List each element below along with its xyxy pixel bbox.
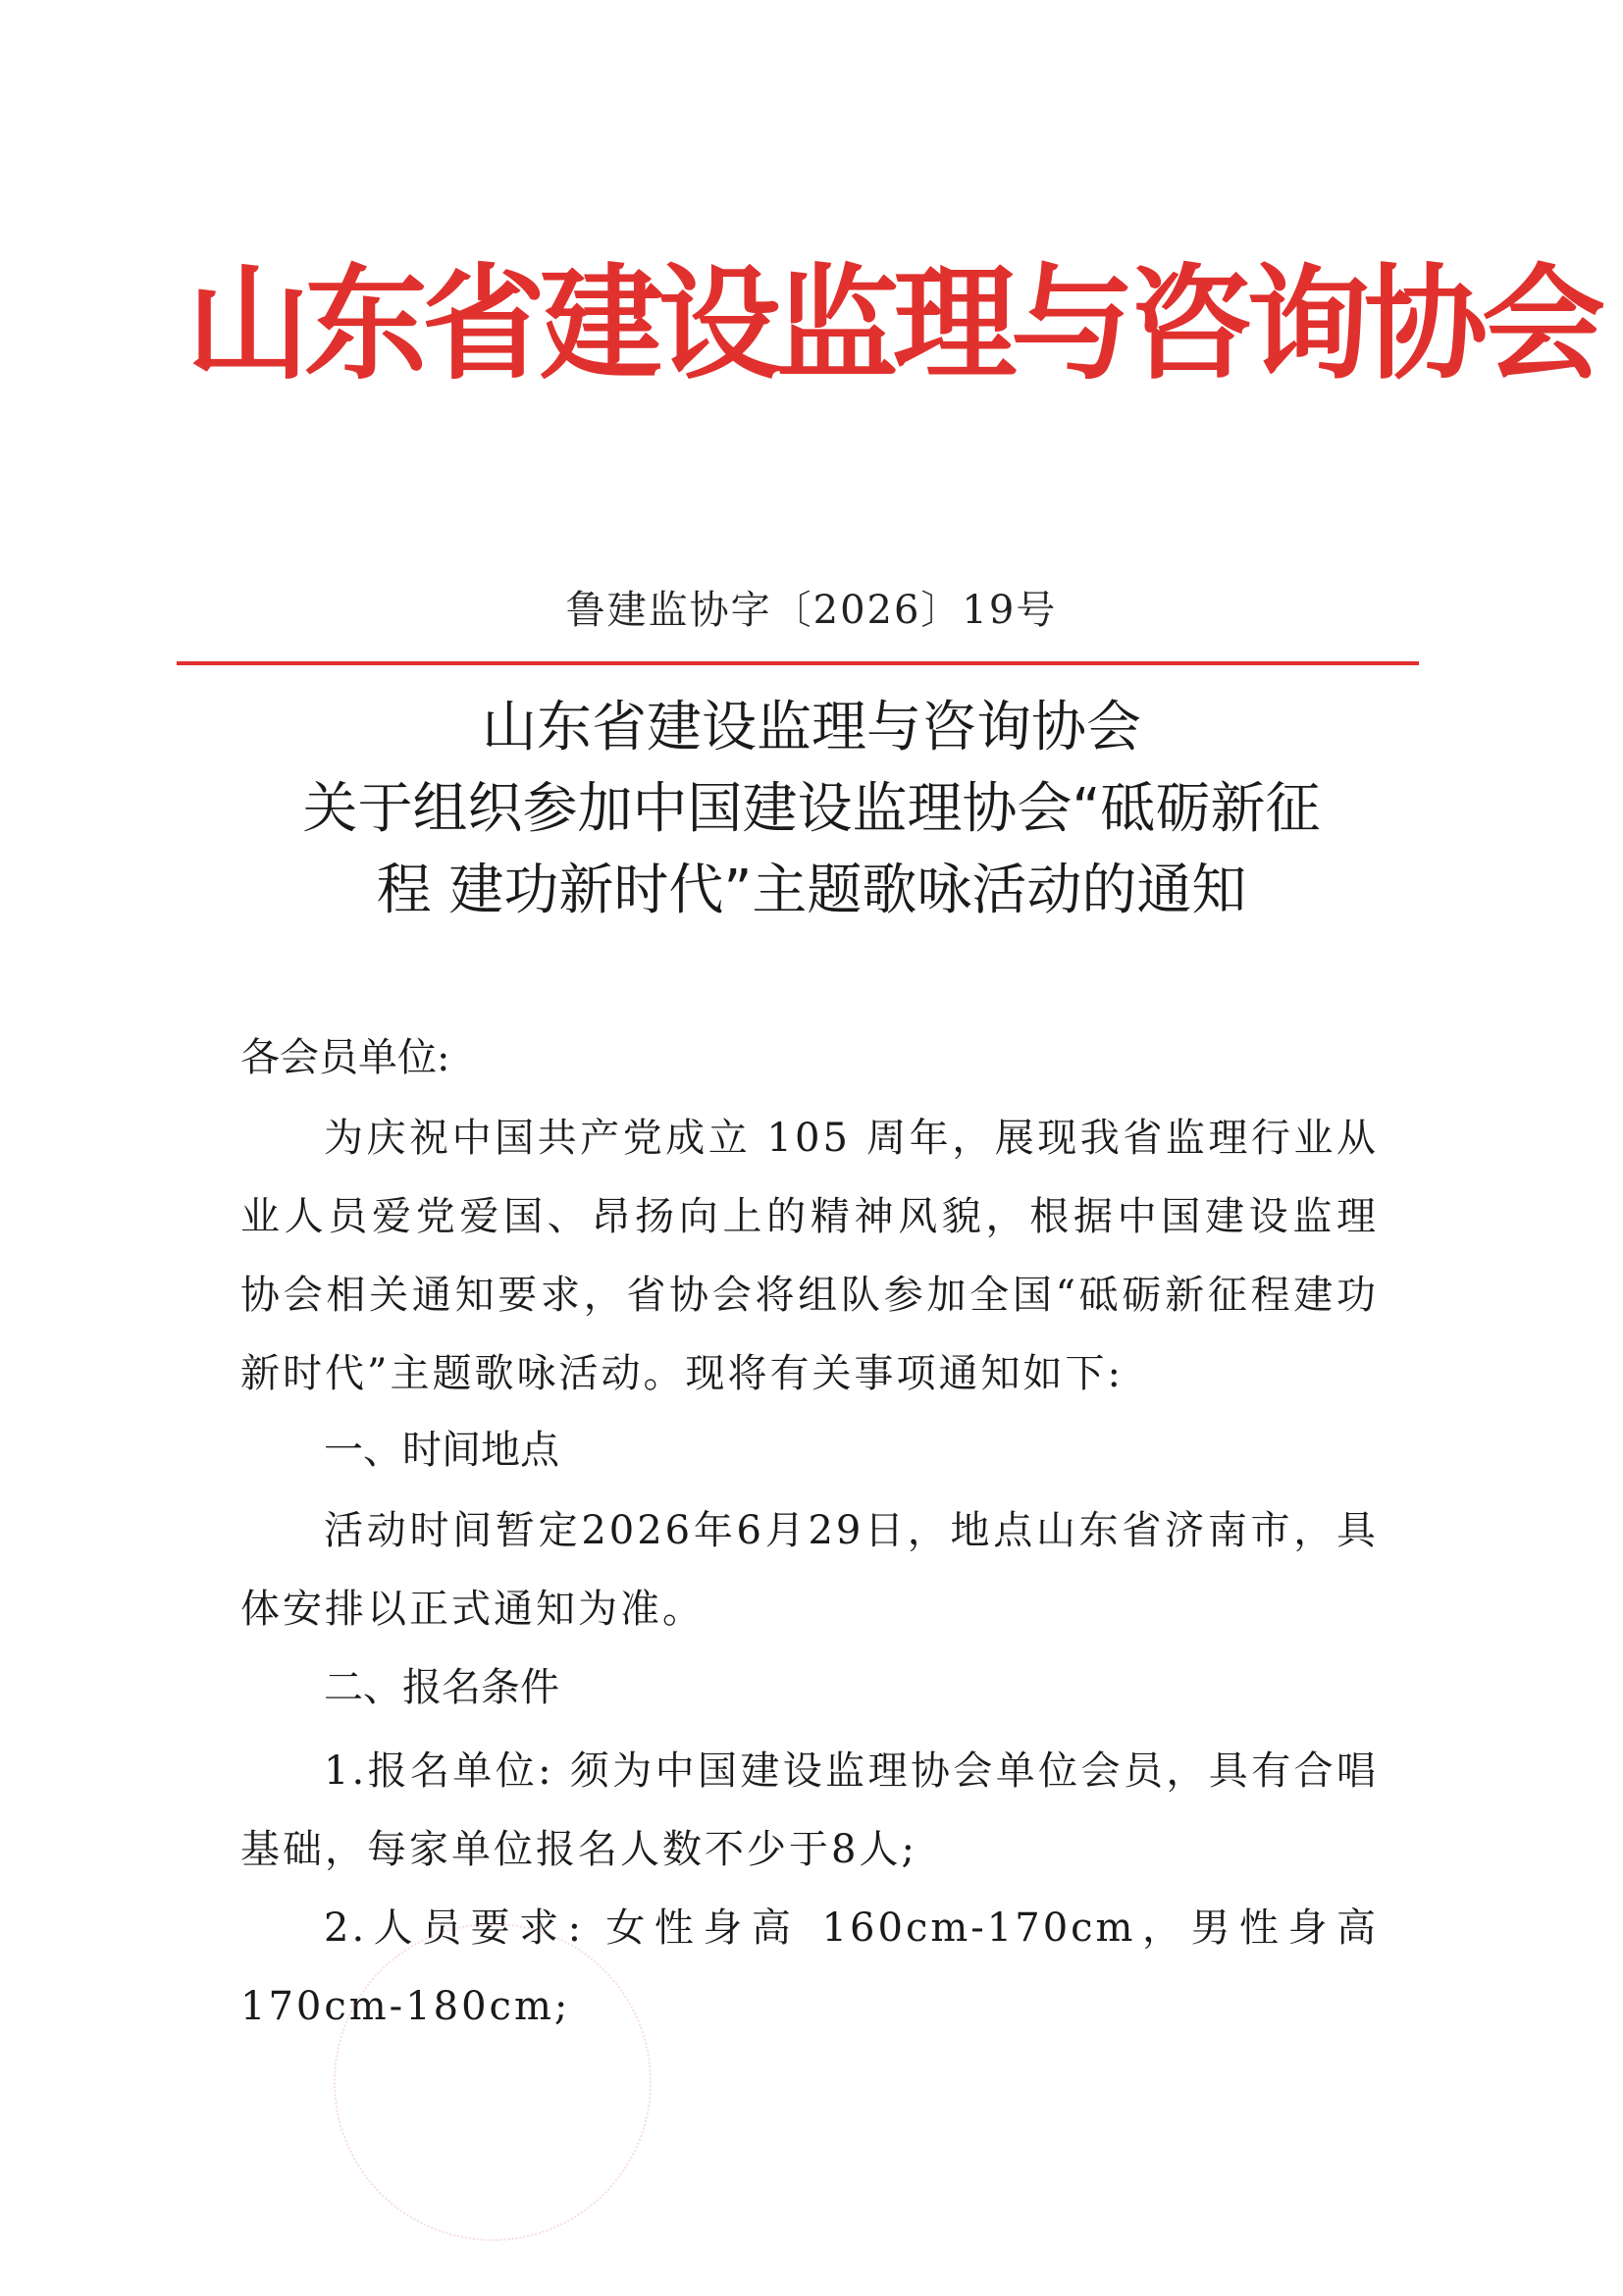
document-number: 鲁建监协字〔2026〕19号 bbox=[565, 588, 1058, 633]
time-location-paragraph: 活动时间暂定2026年6月29日，地点山东省济南市，具体安排以正式通知为准。 bbox=[240, 1508, 1379, 1632]
document-title bbox=[196, 687, 1427, 931]
personnel-requirement-paragraph: 2.人员要求: 女性身高 160cm-170cm，男性身高 170cm-180cm; bbox=[240, 1905, 1379, 2029]
title-line-1: 山东省建设监理与咨询协会 bbox=[482, 696, 1141, 759]
red-divider-line bbox=[177, 661, 1419, 665]
title-line-3: 程 建功新时代”主题歌咏活动的通知 bbox=[376, 859, 1247, 922]
intro-paragraph: 为庆祝中国共产党成立 105 周年，展现我省监理行业从业人员爱党爱国、昂扬向上的精神风貌，根据中国建设监理协会相关通知要求，省协会将组队参加全国“砥砺新征程建功新时代”主题歌咏活动。现将有关事项通知如下: bbox=[240, 1116, 1379, 1396]
section-heading-registration: 二、报名条件 bbox=[324, 1665, 559, 1710]
letterhead-organization: 山东省建设监理与咨询协会 bbox=[186, 251, 1599, 396]
section-heading-time-location: 一、时间地点 bbox=[324, 1428, 559, 1473]
faint-seal-mark bbox=[334, 1923, 652, 2241]
title-line-2: 关于组织参加中国建设监理协会“砥砺新征 bbox=[302, 777, 1321, 841]
salutation: 各会员单位: bbox=[240, 1035, 450, 1080]
registration-unit-paragraph: 1.报名单位: 须为中国建设监理协会单位会员，具有合唱基础，每家单位报名人数不少于8人; bbox=[240, 1748, 1379, 1872]
